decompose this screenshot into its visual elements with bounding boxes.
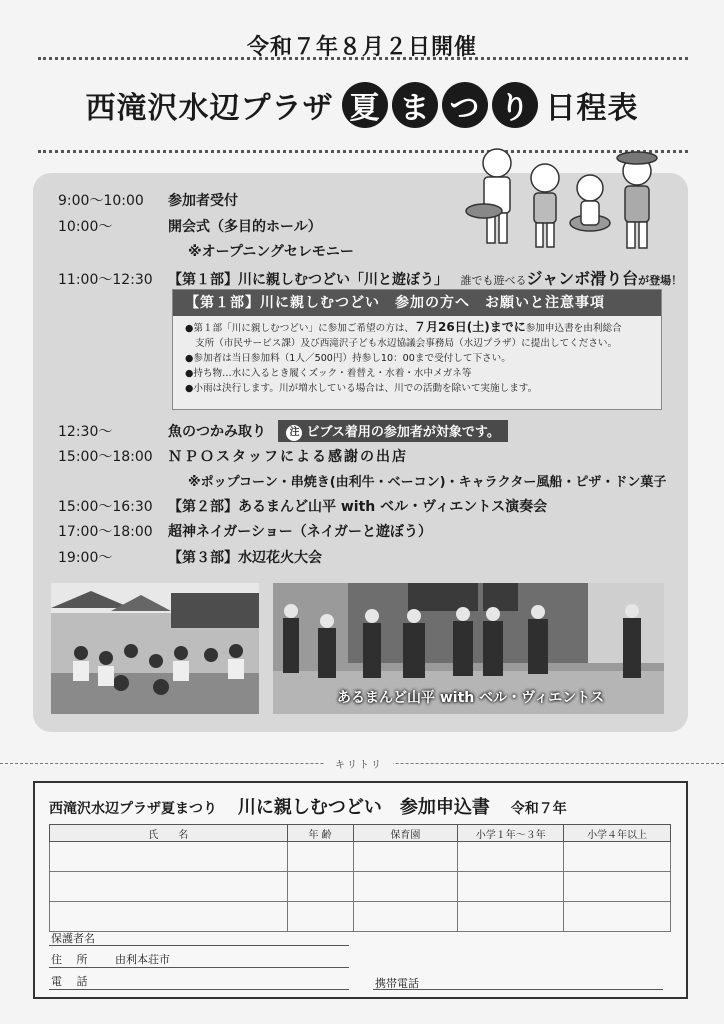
schedule-row — [58, 446, 408, 466]
table-row — [50, 872, 671, 902]
form-title-year: 令和７年 — [510, 801, 567, 817]
schedule-text: ＮＰＯスタッフによる感謝の出店 — [168, 449, 408, 465]
title-prefix: 西滝沢水辺プラザ — [85, 91, 334, 126]
schedule-row — [188, 471, 666, 490]
title-suffix: 日程表 — [545, 91, 639, 126]
notice-item — [173, 320, 661, 336]
age-cell[interactable] — [287, 872, 353, 902]
schedule-text: 【第３部】水辺花火大会 — [168, 550, 322, 566]
name-cell[interactable] — [50, 842, 288, 872]
schedule-time: 10:00～ — [58, 219, 113, 235]
age-cell[interactable] — [287, 842, 353, 872]
caution-icon: 注 — [286, 425, 302, 441]
guardian-name-label: 保護者名 — [51, 932, 95, 945]
schedule-highlight: ジャンボ滑り台 — [526, 269, 639, 288]
schedule-text: 【第１部】川に親しむつどい「川と遊ぼう」 — [168, 272, 448, 288]
schedule-row — [58, 266, 682, 289]
notice-item: ●参加者は当日参加料（1人／500円）持参し10：00まで受付して下さい。 — [185, 353, 511, 364]
notice-item: ●小雨は決行します。川が増水している場合は、川での活動を除いて実施します。 — [185, 383, 538, 394]
name-cell[interactable] — [50, 902, 288, 932]
schedule-row — [58, 216, 322, 236]
form-title-left: 西滝沢水辺プラザ夏まつり — [49, 801, 217, 817]
schedule-text: ※オープニングセレモニー — [188, 244, 354, 260]
schedule-text: 魚のつかみ取り — [168, 424, 266, 440]
phone-line[interactable] — [49, 989, 349, 990]
schedule-time: 12:30～ — [58, 424, 113, 440]
grade-1-3-cell[interactable] — [458, 842, 564, 872]
schedule-time: 9:00～10:00 — [58, 193, 144, 209]
column-header-grade-1-3: 小学１年～３年 — [458, 825, 564, 842]
festival-crowd-photo — [51, 583, 259, 714]
form-title — [49, 793, 679, 819]
bibs-notice-text: ビブス着用の参加者が対象です。 — [306, 425, 500, 440]
mobile-line[interactable] — [373, 989, 663, 990]
mobile-label: 携帯電話 — [375, 977, 419, 990]
photo-caption: あるまんど山平 with ベル・ヴィエントス — [337, 690, 605, 706]
column-header-nursery: 保育園 — [353, 825, 458, 842]
column-header-grade-4-plus: 小学４年以上 — [564, 825, 671, 842]
schedule-time: 11:00～12:30 — [58, 272, 153, 288]
notice-text: 参加申込書を由利総合 — [525, 323, 622, 334]
notice-item: 支所（市民サービス課）及び西滝沢子ども水辺協議会事務局（水辺プラザ）に提出してください。 — [195, 338, 618, 349]
schedule-text: 超神ネイガーショー（ネイガーと遊ぼう） — [168, 524, 433, 540]
notice-deadline: ７月26日(土)までに — [414, 320, 526, 334]
notice-text: ●第１部「川に親しむつどい」に参加ご希望の方は、 — [185, 323, 415, 334]
schedule-time: 17:00～18:00 — [58, 524, 153, 540]
schedule-row — [188, 241, 354, 261]
band-performance-photo — [273, 583, 664, 714]
nursery-cell[interactable] — [353, 842, 458, 872]
name-cell[interactable] — [50, 872, 288, 902]
nursery-cell[interactable] — [353, 872, 458, 902]
children-illustration — [462, 143, 672, 263]
schedule-time: 15:00～18:00 — [58, 449, 153, 465]
schedule-text: 参加者受付 — [168, 193, 238, 209]
title-circle-4: り — [492, 82, 538, 128]
schedule-text: 【第２部】あるまんど山平 with ベル・ヴィエントス演奏会 — [168, 499, 548, 515]
schedule-row — [58, 521, 432, 541]
schedule-time: 19:00～ — [58, 550, 113, 566]
schedule-note: 誰でも遊べる — [460, 274, 527, 287]
schedule-row — [58, 496, 547, 516]
title-circle-2: ま — [392, 82, 438, 128]
title-circle-3: つ — [442, 82, 488, 128]
cut-label: キリトリ — [325, 756, 393, 771]
table-row — [50, 842, 671, 872]
grade-1-3-cell[interactable] — [458, 902, 564, 932]
application-form — [33, 781, 688, 999]
phone-label: 電 話 — [51, 975, 88, 988]
address-value: 由利本荘市 — [115, 953, 170, 966]
grade-4-plus-cell[interactable] — [564, 842, 671, 872]
participants-table — [49, 824, 671, 932]
age-cell[interactable] — [287, 902, 353, 932]
notice-heading: 【第１部】川に親しむつどい 参加の方へ お願いと注意事項 — [173, 290, 661, 316]
table-row — [50, 902, 671, 932]
schedule-text: 開会式（多目的ホール） — [168, 219, 322, 235]
column-header-name: 氏 名 — [50, 825, 288, 842]
schedule-text: ※ポップコーン・串焼き(由利牛・ベーコン)・キャラクター風船・ピザ・ドン菓子 — [188, 475, 667, 490]
notice-box — [172, 289, 662, 410]
nursery-cell[interactable] — [353, 902, 458, 932]
address-label: 住 所 — [51, 953, 88, 966]
schedule-row — [58, 190, 238, 210]
schedule-note: が登場！ — [638, 274, 683, 287]
grade-4-plus-cell[interactable] — [564, 872, 671, 902]
page-title — [0, 80, 724, 130]
grade-4-plus-cell[interactable] — [564, 902, 671, 932]
schedule-row — [58, 547, 322, 567]
event-date: 令和７年８月２日開催 — [246, 35, 477, 60]
bibs-notice-badge — [278, 420, 507, 442]
address-line[interactable] — [49, 967, 349, 968]
schedule-row — [58, 420, 508, 442]
form-title-main: 川に親しむつどい 参加申込書 — [237, 797, 490, 818]
grade-1-3-cell[interactable] — [458, 872, 564, 902]
schedule-time: 15:00～16:30 — [58, 499, 153, 515]
notice-item: ●持ち物…水に入るとき履くズック・着替え・水着・水中メガネ等 — [185, 368, 472, 379]
guardian-name-line[interactable] — [49, 945, 349, 946]
table-header-row — [50, 825, 671, 842]
column-header-age: 年 齢 — [287, 825, 353, 842]
title-circle-1: 夏 — [342, 82, 388, 128]
